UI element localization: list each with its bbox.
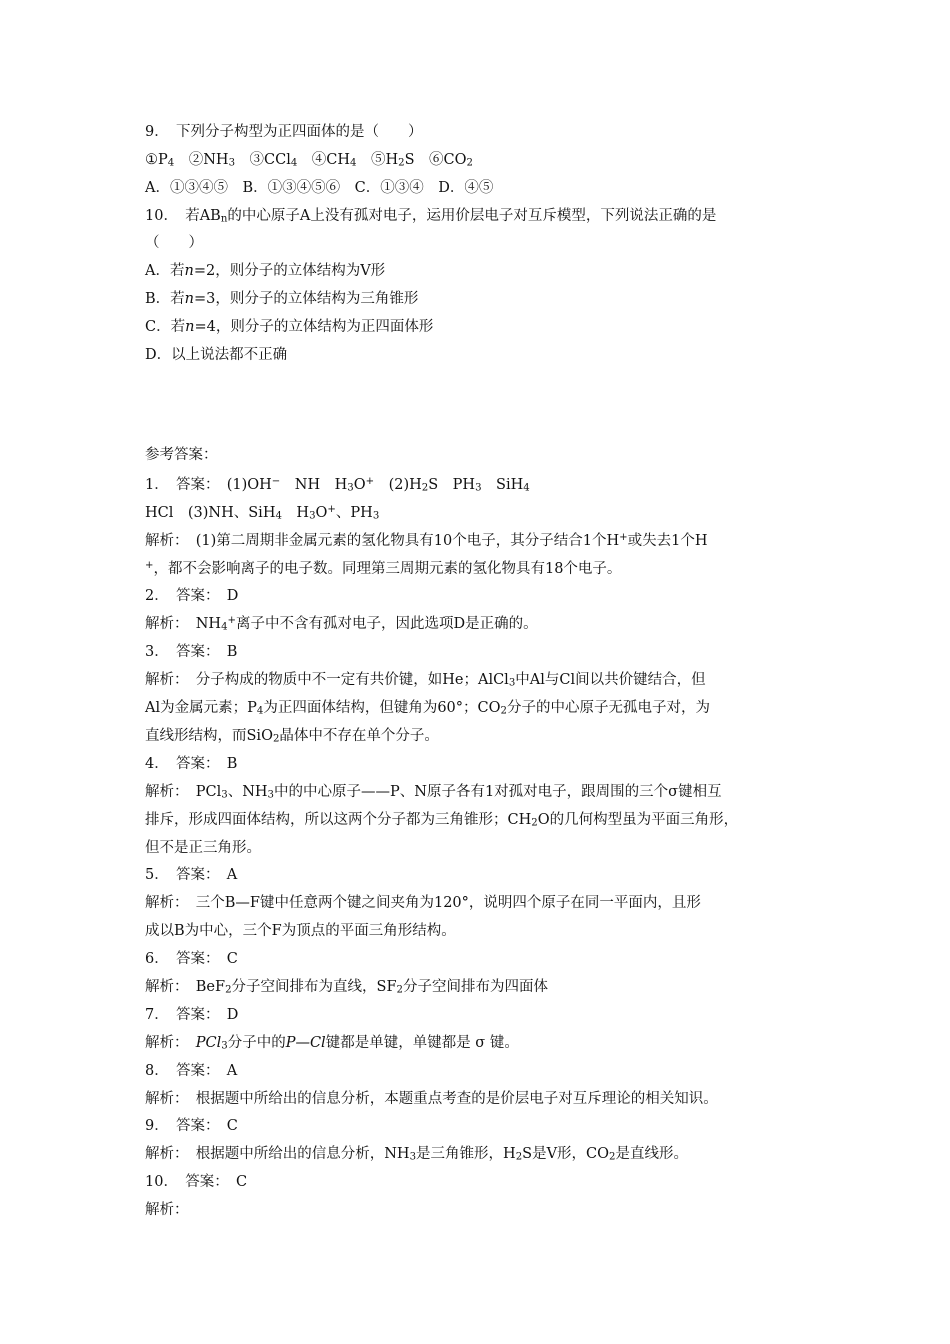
answers-heading: 参考答案： bbox=[145, 447, 218, 463]
answer-10: 10． 答案： C bbox=[145, 1174, 248, 1190]
answer-9: 9． 答案： C bbox=[145, 1118, 238, 1134]
analysis-3-cont2: 直线形结构，而SiO$_2$晶体中不存在单个分子。 bbox=[145, 728, 439, 745]
answer-6: 6． 答案： C bbox=[145, 951, 238, 967]
analysis-1: 解析： (1)第二周期非金属元素的氢化物具有10个电子，其分子结合1个H+或失去1个H bbox=[145, 531, 708, 549]
answer-3: 3． 答案： B bbox=[145, 644, 238, 660]
q9-items: $①P_4$ $②NH_3$ ③CCl$_4$ $④CH_4$ $⑤H_2S$ $⑥CO_2$ bbox=[145, 152, 473, 169]
analysis-10: 解析： bbox=[145, 1202, 189, 1218]
answer-2: 2． 答案： D bbox=[145, 588, 239, 604]
answer-5: 5． 答案： A bbox=[145, 867, 238, 883]
analysis-4-cont: 排斥，形成四面体结构，所以这两个分子都为三角锥形；$CH_2O$的几何构型虽为平面三角形， bbox=[145, 812, 739, 829]
analysis-2: 解析： $NH_4^+$离子中不含有孤对电子，因此选项D是正确的。 bbox=[145, 614, 538, 633]
answer-1-cont: HCl (3)NH、SiH$_4$ $H_3O^+$、$PH_3$ bbox=[145, 503, 380, 522]
q10-stem-cont: （ ） bbox=[145, 235, 203, 251]
answer-4: 4． 答案： B bbox=[145, 756, 238, 772]
analysis-1-cont: +，都不会影响离子的电子数。同理第三周期元素的氢化物具有18个电子。 bbox=[145, 559, 622, 577]
q9-stem: 9． 下列分子构型为正四面体的是（ ） bbox=[145, 124, 423, 140]
answer-8: 8． 答案： A bbox=[145, 1063, 238, 1079]
answer-1: 1． 答案： (1)OH− NH $H_3O^+$ $(2)H_2S$ $PH_3$ SiH$_4$ bbox=[145, 475, 530, 494]
analysis-3: 解析： 分子构成的物质中不一定有共价键，如He；AlCl$_3$中Al与Cl间以共价键结合，但 bbox=[145, 672, 706, 689]
q10-option-c: C．若n=4，则分子的立体结构为正四面体形 bbox=[145, 319, 434, 335]
analysis-5: 解析： 三个B—F键中任意两个键之间夹角为120°，说明四个原子在同一平面内，且形 bbox=[145, 895, 701, 911]
analysis-9: 解析： 根据题中所给出的信息分析，$NH_3$是三角锥形，$H_2S$是V形，$CO_2$是直线形。 bbox=[145, 1146, 688, 1163]
q10-option-d: D．以上说法都不正确 bbox=[145, 347, 288, 363]
analysis-5-cont: 成以B为中心，三个F为顶点的平面三角形结构。 bbox=[145, 923, 456, 939]
analysis-4-cont2: 但不是正三角形。 bbox=[145, 840, 261, 856]
q10-stem: 10． 若$AB_n$的中心原子A上没有孤对电子，运用价层电子对互斥模型，下列说法正确的是 bbox=[145, 208, 717, 225]
analysis-6: 解析： BeF$_2$分子空间排布为直线，$SF_2$分子空间排布为四面体 bbox=[145, 979, 548, 996]
analysis-7: 解析： PCl$_3$分子中的P—Cl键都是单键，单键都是 σ 键。 bbox=[145, 1035, 519, 1052]
q10-option-b: B．若n=3，则分子的立体结构为三角锥形 bbox=[145, 291, 419, 307]
q10-option-a: A．若n=2，则分子的立体结构为V形 bbox=[145, 263, 386, 279]
q9-options: A．①③④⑤ B．①③④⑤⑥ C．①③④ D．④⑤ bbox=[145, 180, 494, 196]
analysis-3-cont: Al为金属元素；$P_4$为正四面体结构，但键角为60°；$CO_2$分子的中心原子无孤电子对，为 bbox=[145, 700, 710, 717]
answer-7: 7． 答案： D bbox=[145, 1007, 239, 1023]
analysis-8: 解析： 根据题中所给出的信息分析，本题重点考查的是价层电子对互斥理论的相关知识。 bbox=[145, 1091, 718, 1107]
analysis-4: 解析： PCl$_3$、$NH_3$中的中心原子——P、N原子各有1对孤对电子，跟周围的三个σ键相互 bbox=[145, 784, 722, 801]
